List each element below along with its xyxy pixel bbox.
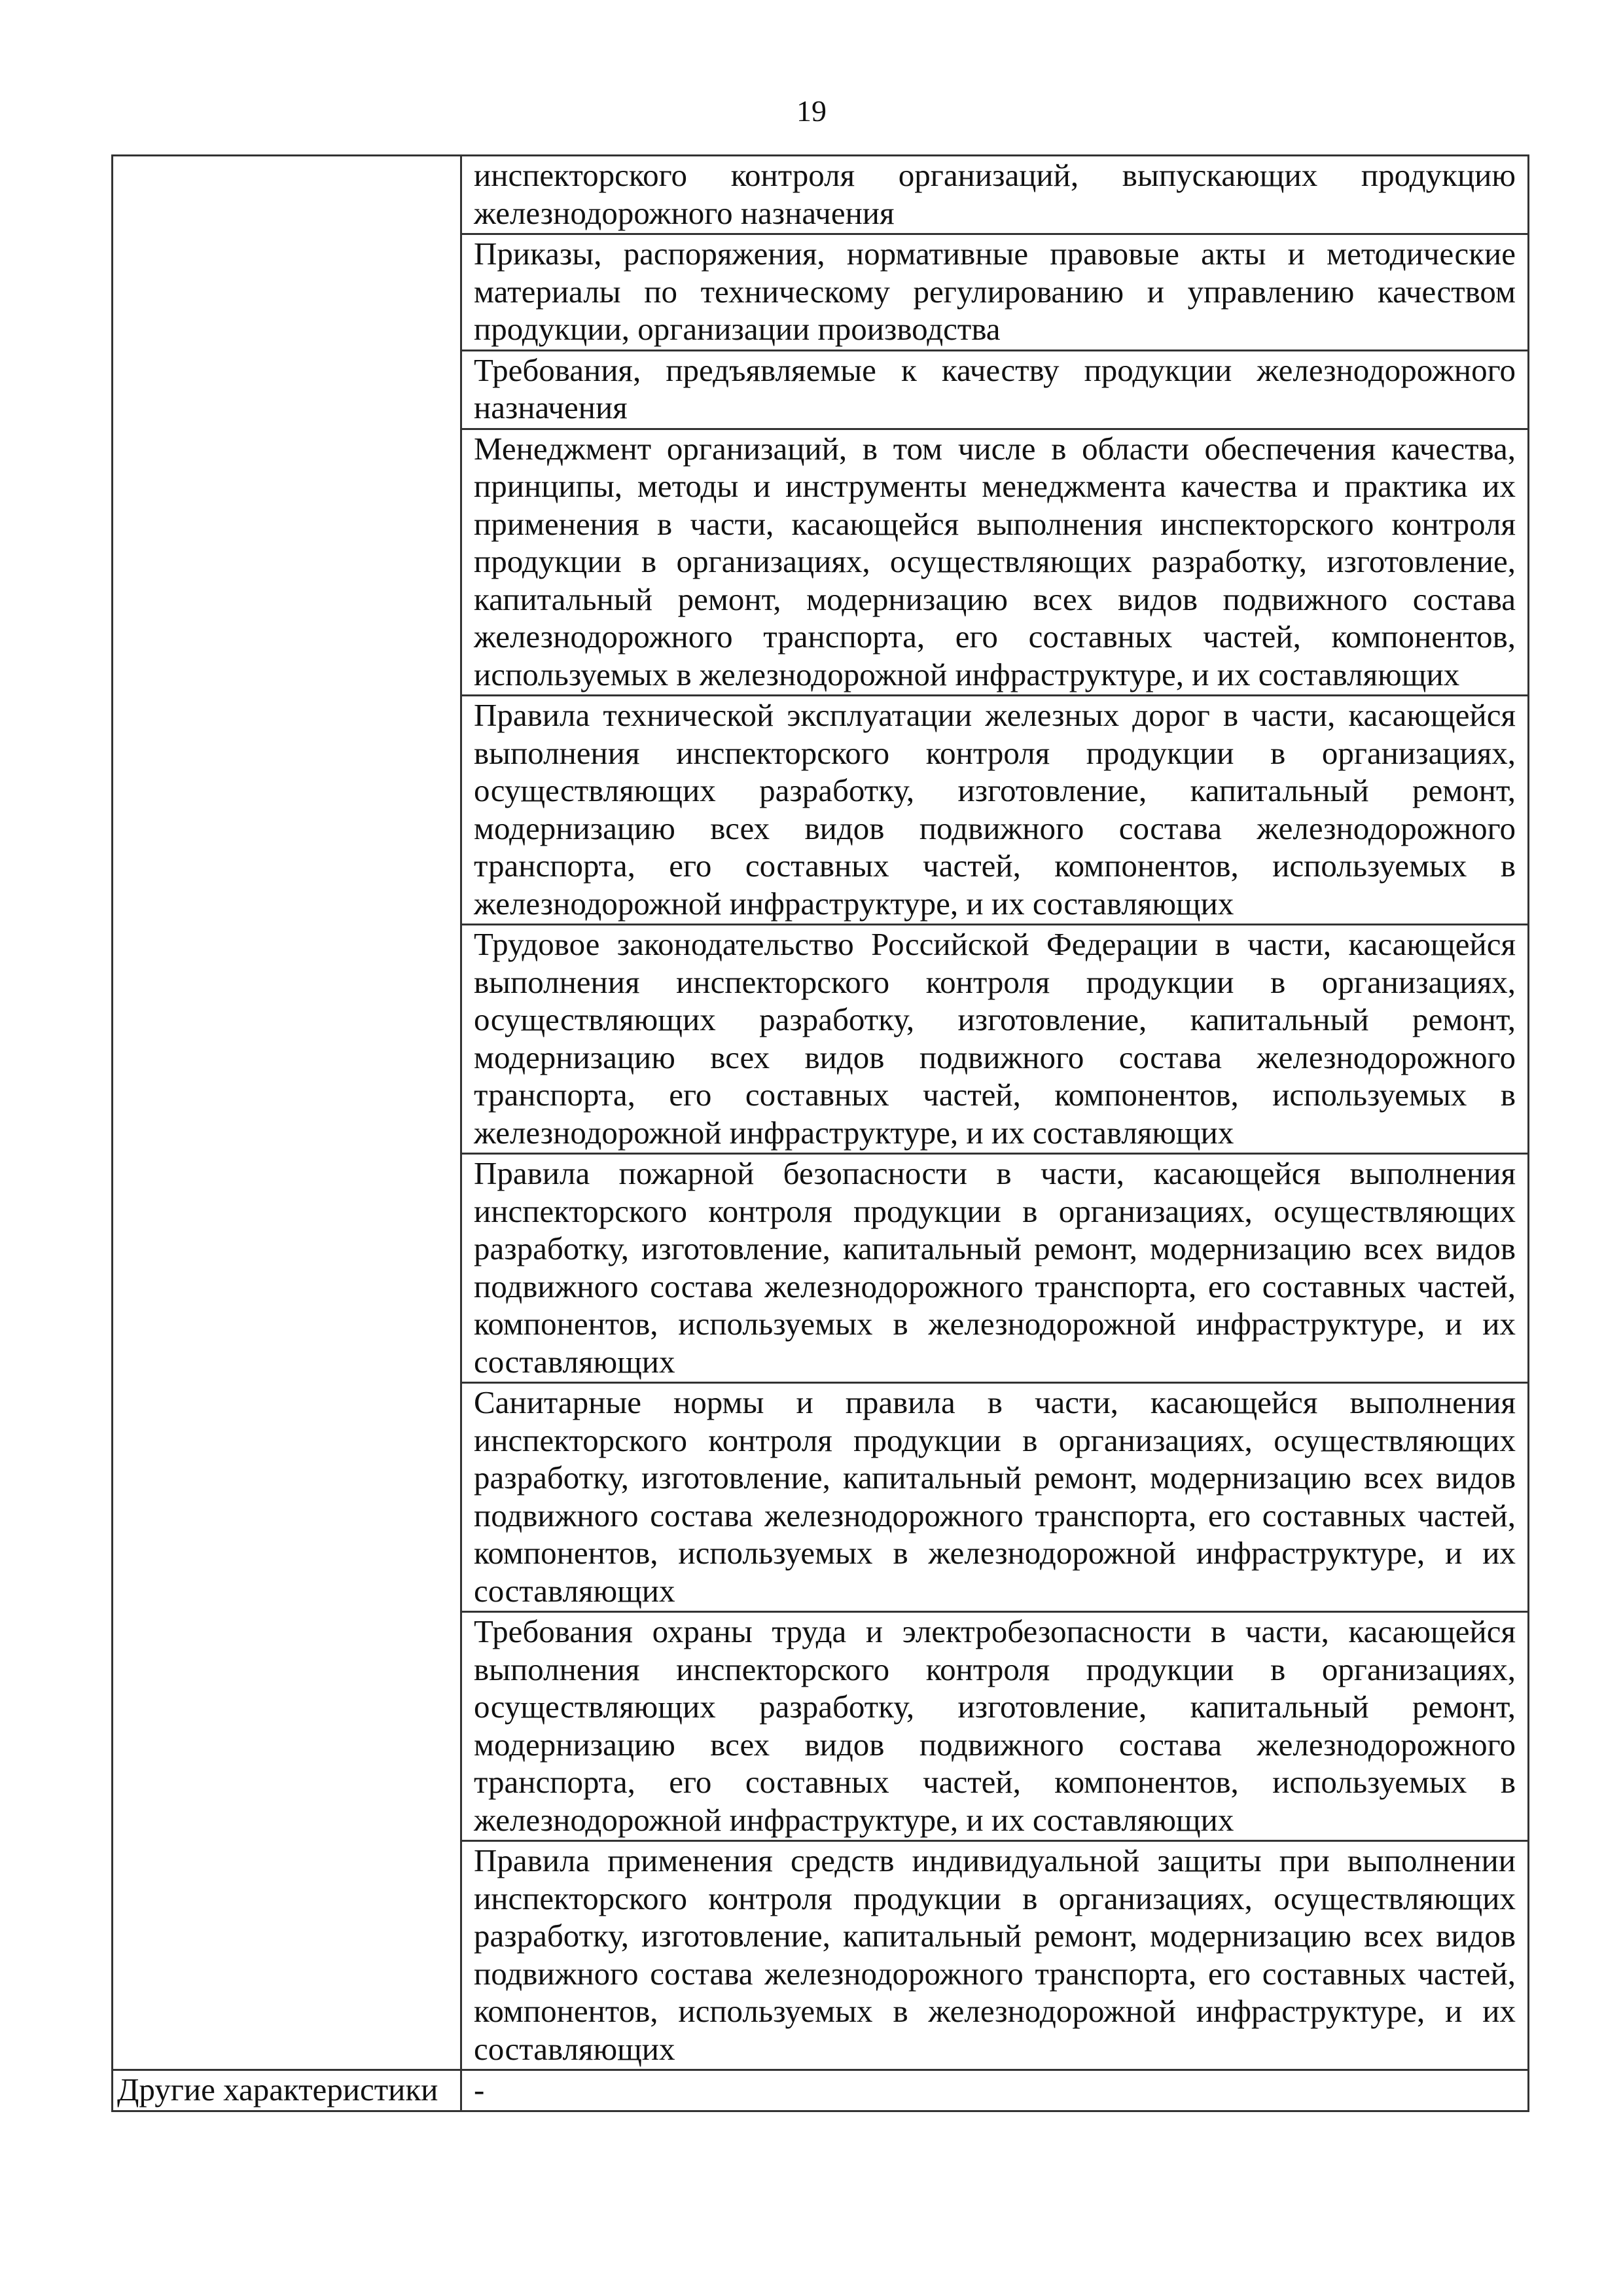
knowledge-table [111, 154, 1529, 2112]
other-characteristics-row [113, 2070, 1529, 2111]
table-cell: Правила пожарной безопасности в части, касающейся выполнения инспекторского контроля продукции в организациях, осуществляющих разработку, изготовление, капитальный ремонт, модернизацию всех видов подвижного состава железнодорожного транспорта, его составных частей, компонентов, используемых в железнодорожной инфраструктуре, и их составляющих [461, 1154, 1529, 1383]
table-row [113, 156, 1529, 234]
merged-left-cell [113, 156, 461, 2070]
page-number: 19 [796, 94, 827, 128]
other-characteristics-value: - [461, 2070, 1529, 2111]
table-cell: Требования, предъявляемые к качеству продукции железнодорожного назначения [461, 350, 1529, 429]
table-cell: Требования охраны труда и электробезопасности в части, касающейся выполнения инспекторского контроля продукции в организациях, осуществляющих разработку, изготовление, капитальный ремонт, модернизацию всех видов подвижного состава железнодорожного транспорта, его составных частей, компонентов, используемых в железнодорожной инфраструктуре, и их составляющих [461, 1612, 1529, 1841]
table-cell: Правила применения средств индивидуальной защиты при выполнении инспекторского контроля продукции в организациях, осуществляющих разработку, изготовление, капитальный ремонт, модернизацию всех видов подвижного состава железнодорожного транспорта, его составных частей, компонентов, используемых в железнодорожной инфраструктуре, и их составляющих [461, 1841, 1529, 2070]
other-characteristics-label: Другие характеристики [113, 2070, 461, 2111]
table-cell: Правила технической эксплуатации железных дорог в части, касающейся выполнения инспекторского контроля продукции в организациях, осуществляющих разработку, изготовление, капитальный ремонт, модернизацию всех видов подвижного состава железнодорожного транспорта, его составных частей, компонентов, используемых в железнодорожной инфраструктуре, и их составляющих [461, 696, 1529, 925]
table-cell: Санитарные нормы и правила в части, касающейся выполнения инспекторского контроля продукции в организациях, осуществляющих разработку, изготовление, капитальный ремонт, модернизацию всех видов подвижного состава железнодорожного транспорта, его составных частей, компонентов, используемых в железнодорожной инфраструктуре, и их составляющих [461, 1383, 1529, 1612]
table-cell: инспекторского контроля организаций, выпускающих продукцию железнодорожного назначения [461, 156, 1529, 234]
table-cell: Менеджмент организаций, в том числе в области обеспечения качества, принципы, методы и инструменты менеджмента качества и практика их применения в части, касающейся выполнения инспекторского контроля продукции в организациях, осуществляющих разработку, изготовление, капитальный ремонт, модернизацию всех видов подвижного состава железнодорожного транспорта, его составных частей, компонентов, используемых в железнодорожной инфраструктуре, и их составляющих [461, 429, 1529, 696]
table-cell: Приказы, распоряжения, нормативные правовые акты и методические материалы по техническому регулированию и управлению качеством продукции, организации производства [461, 234, 1529, 351]
table-cell: Трудовое законодательство Российской Федерации в части, касающейся выполнения инспекторского контроля продукции в организациях, осуществляющих разработку, изготовление, капитальный ремонт, модернизацию всех видов подвижного состава железнодорожного транспорта, его составных частей, компонентов, используемых в железнодорожной инфраструктуре, и их составляющих [461, 925, 1529, 1154]
